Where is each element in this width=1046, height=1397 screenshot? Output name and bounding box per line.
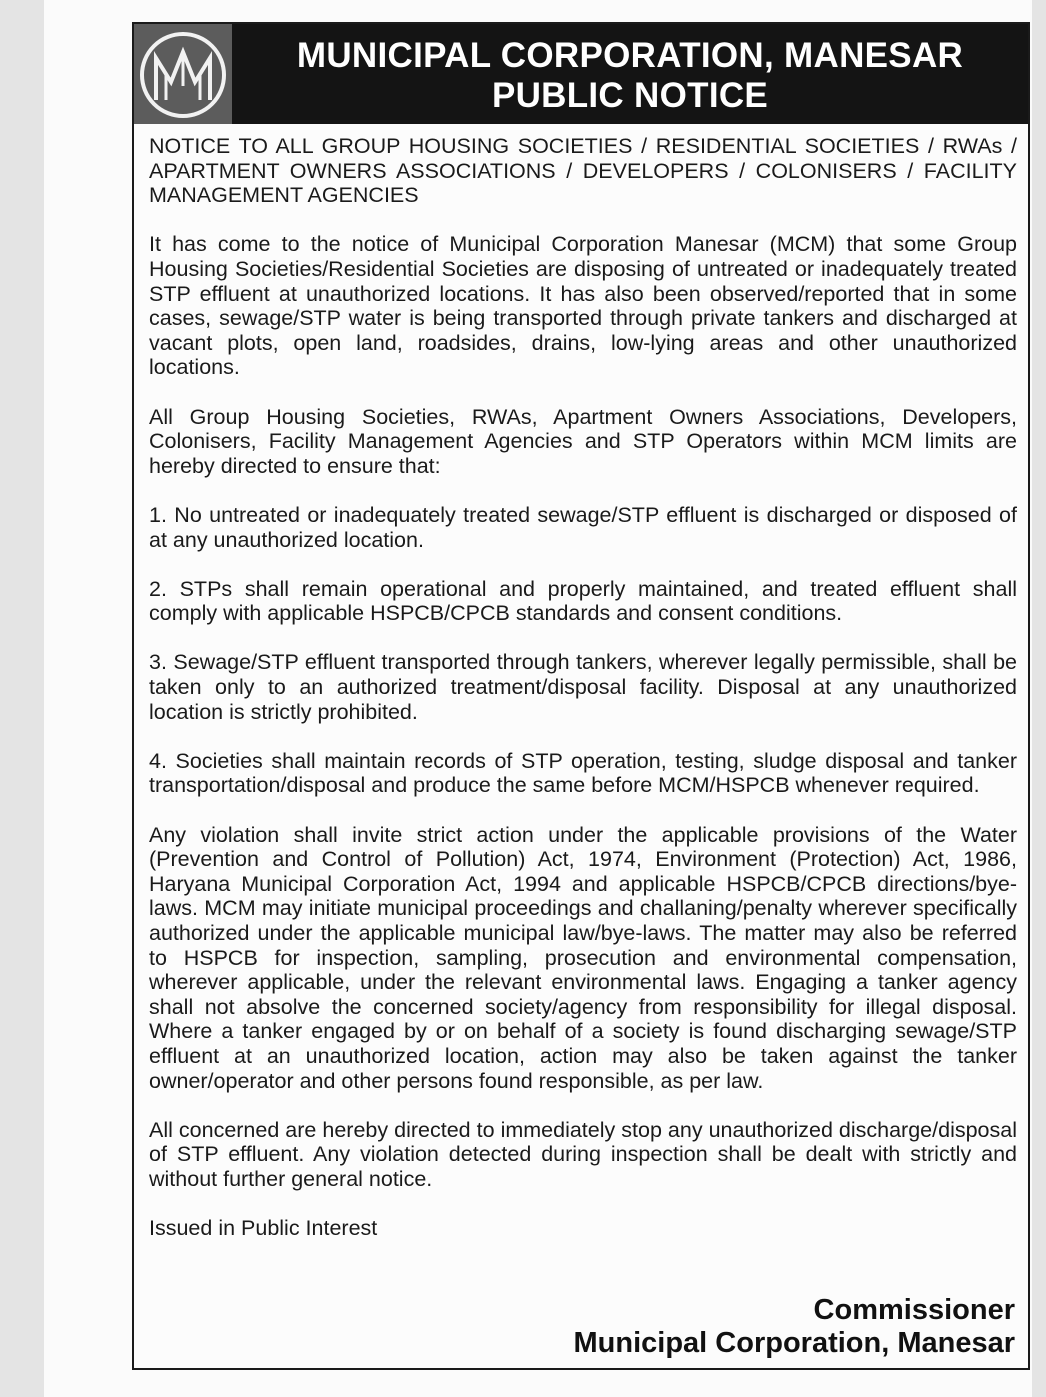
directive-item-3: 3. Sewage/STP effluent transported through tankers, wherever legally permissible, shall be taken only to an authorized treatment/disposal facility. Disposal at any unauthorized location is strictly prohibited. <box>149 650 1017 724</box>
directive-item-2: 2. STPs shall remain operational and properly maintained, and treated effluent shall comply with applicable HSPCB/CPCB standards and consent conditions. <box>149 576 1017 626</box>
paragraph-4: All concerned are hereby directed to immediately stop any unauthorized discharge/disposal of STP effluent. Any violation detected during inspection shall be dealt with strictly and without further general notice. <box>149 1117 1017 1191</box>
paragraph-3: Any violation shall invite strict action under the applicable provisions of the Water (Prevention and Control of Pollution) Act, 1974, Environment (Protection) Act, 1986, Haryana Municipal Corporation Act, 1994 and applicable HSPCB/CPCB directions/bye-laws. MCM may initiate municipal proceedings and challaning/penalty wherever specifically authorized under the applicable municipal law/bye-laws. The matter may also be referred to HSPCB for inspection, sampling, prosecution and environmental compensation, wherever applicable, under the relevant environmental laws. Engaging a tanker agency shall not absolve the concerned society/agency from responsibility for illegal disposal. Where a tanker engaged by or on behalf of a society is found discharging sewage/STP effluent at an unauthorized location, action may also be taken against the tanker owner/operator and other persons found responsible, as per law. <box>149 822 1017 1093</box>
directive-item-4: 4. Societies shall maintain records of STP operation, testing, sludge disposal and tanker transportation/disposal and produce the same before MCM/HSPCB whenever required. <box>149 748 1017 798</box>
issued-line: Issued in Public Interest <box>149 1216 378 1241</box>
directive-item-1: 1. No untreated or inadequately treated sewage/STP effluent is discharged or disposed of at any unauthorized location. <box>149 502 1017 552</box>
title-line-2: PUBLIC NOTICE <box>491 76 769 115</box>
paragraph-2: All Group Housing Societies, RWAs, Apartment Owners Associations, Developers, Colonisers, Facility Management Agencies and STP Operators within MCM limits are hereby directed to ensure that: <box>149 404 1017 478</box>
public-notice <box>132 22 1030 1370</box>
notice-title <box>232 24 1028 124</box>
notice-header <box>134 24 1028 124</box>
signature-org: Municipal Corporation, Manesar <box>573 1327 1015 1359</box>
paragraph-1: It has come to the notice of Municipal Corporation Manesar (MCM) that some Group Housing Societies/Residential Societies are disposing of untreated or inadequately treated STP effluent at unauthorized locations. It has also been observed/reported that in some cases, sewage/STP water is being transported through private tankers and discharged at vacant plots, open land, roadsides, drains, low-lying areas and other unauthorized locations. <box>149 232 1017 380</box>
notice-body <box>149 134 1017 1265</box>
title-line-1: MUNICIPAL CORPORATION, MANESAR <box>296 36 964 75</box>
addressee-paragraph: NOTICE TO ALL GROUP HOUSING SOCIETIES / RESIDENTIAL SOCIETIES / RWAs / APARTMENT OWNERS ASSOCIATIONS / DEVELOPERS / COLONISERS / FACILITY MANAGEMENT AGENCIES <box>149 134 1017 208</box>
newspaper-page <box>44 0 1032 1397</box>
signature-block <box>574 1294 1016 1360</box>
logo-box <box>134 24 232 124</box>
mcm-logo-icon <box>138 30 228 120</box>
signature-title: Commissioner <box>813 1294 1015 1326</box>
